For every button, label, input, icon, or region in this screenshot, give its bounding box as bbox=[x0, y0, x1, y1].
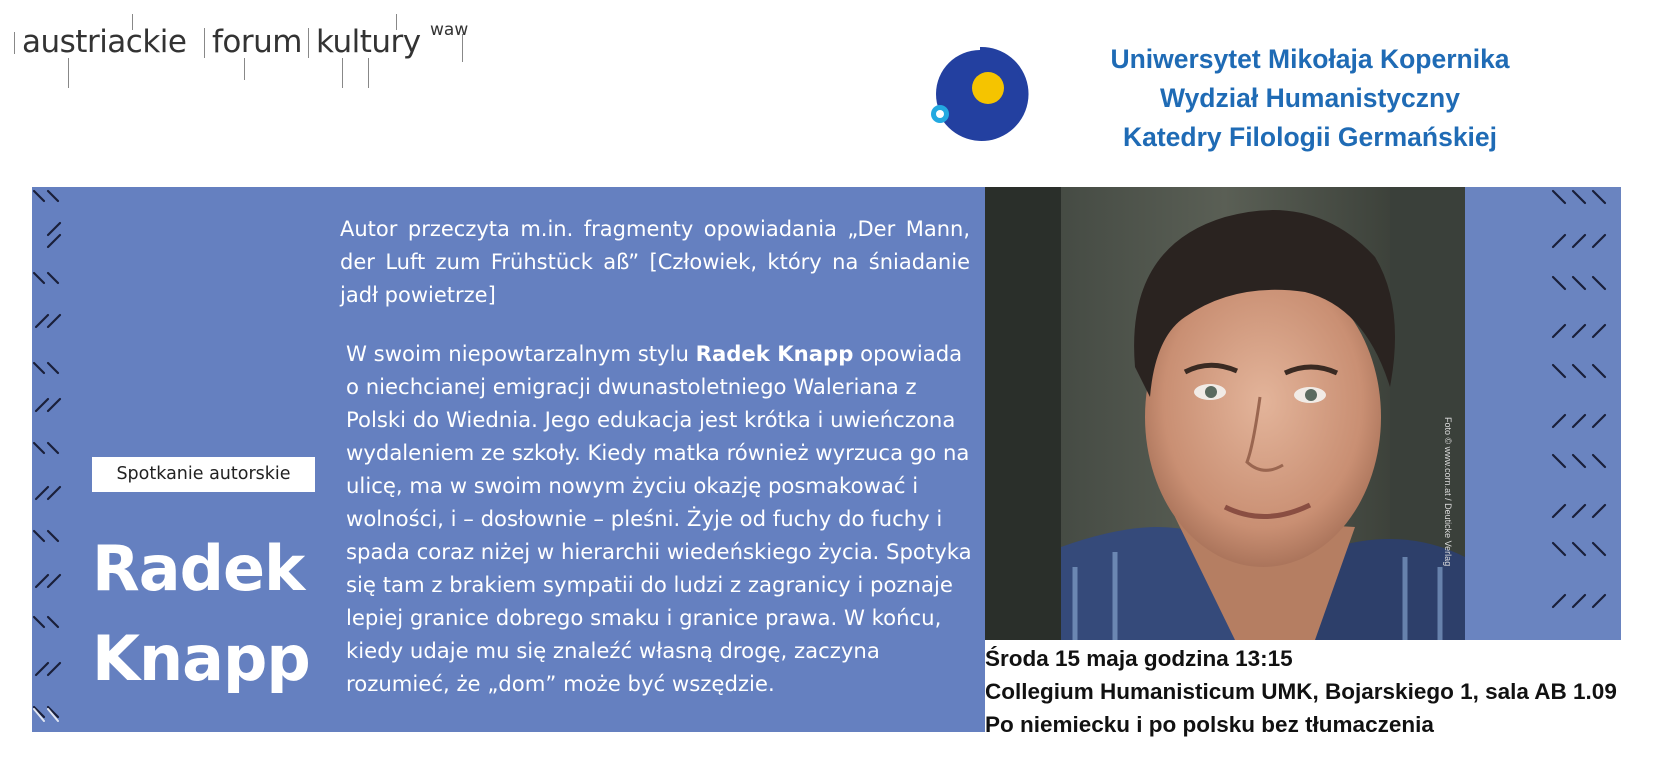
author-portrait-image bbox=[985, 187, 1621, 640]
description-start: W swoim niepowtarzalnym stylu bbox=[346, 341, 696, 366]
description-author-bold: Radek Knapp bbox=[695, 341, 854, 366]
university-name bbox=[1040, 40, 1580, 157]
intro-text: Autor przeczyta m.in. fragmenty opowiadania „Der Mann, der Luft zum Frühstück aß” [Człowiek, który na śniadanie jadł powietrze] bbox=[340, 217, 970, 307]
decorative-slashes-left bbox=[32, 187, 72, 732]
photo-credit-text: Foto © www.corn.at / Deuticke Verlag bbox=[1443, 417, 1453, 567]
logo-sup-waw: waw bbox=[430, 20, 469, 40]
logo-word-austriackie: austriackie bbox=[22, 24, 187, 60]
decorative-slashes-bottom bbox=[32, 699, 72, 732]
university-line-1: Uniwersytet Mikołaja Kopernika bbox=[1110, 44, 1510, 74]
description-text bbox=[346, 337, 974, 700]
university-line-2: Wydział Humanistyczny bbox=[1160, 83, 1460, 113]
event-details bbox=[985, 642, 1617, 741]
event-language: Po niemiecku i po polsku bez tłumaczenia bbox=[985, 712, 1434, 737]
author-photo bbox=[985, 187, 1621, 640]
austrian-cultural-forum-logo bbox=[12, 14, 482, 84]
logo-word-forum: forum bbox=[212, 24, 302, 60]
author-name bbox=[92, 524, 310, 704]
university-line-3: Katedry Filologii Germańskiej bbox=[1122, 122, 1498, 152]
event-type-badge: Spotkanie autorskie bbox=[92, 457, 315, 492]
logo-word-kultury: kultury bbox=[316, 24, 421, 60]
decorative-slashes-right bbox=[1545, 187, 1621, 640]
event-date: Środa 15 maja godzina 13:15 bbox=[985, 646, 1293, 671]
description-rest: opowiada o niechcianej emigracji dwunastoletniego Waleriana z Polski do Wiednia. Jego edukacja jest krótka i uwieńczona wydaleniem ze szkoły. Kiedy matka również wyrzuca go na ulicę, ma w swoim nowym życiu okazję posmakować i wolności, i – dosłownie – pleśni. Żyje od fuchy do fuchy i spada coraz niżej w hierarchii wiedeńskiego życia. Spotyka się tam z brakiem sympatii do ludzi z zagranicy i poznaje lepiej granice dobrego smaku i granice prawa. W końcu, kiedy udaje mu się znaleźć własną drogę, zaczyna rozumieć, że „dom” może być wszędzie. bbox=[346, 341, 972, 696]
author-first-name: Radek bbox=[92, 532, 305, 605]
university-logo-icon bbox=[930, 44, 1030, 144]
author-last-name: Knapp bbox=[92, 622, 310, 695]
event-place: Collegium Humanisticum UMK, Bojarskiego 1, sala AB 1.09 bbox=[985, 679, 1617, 704]
